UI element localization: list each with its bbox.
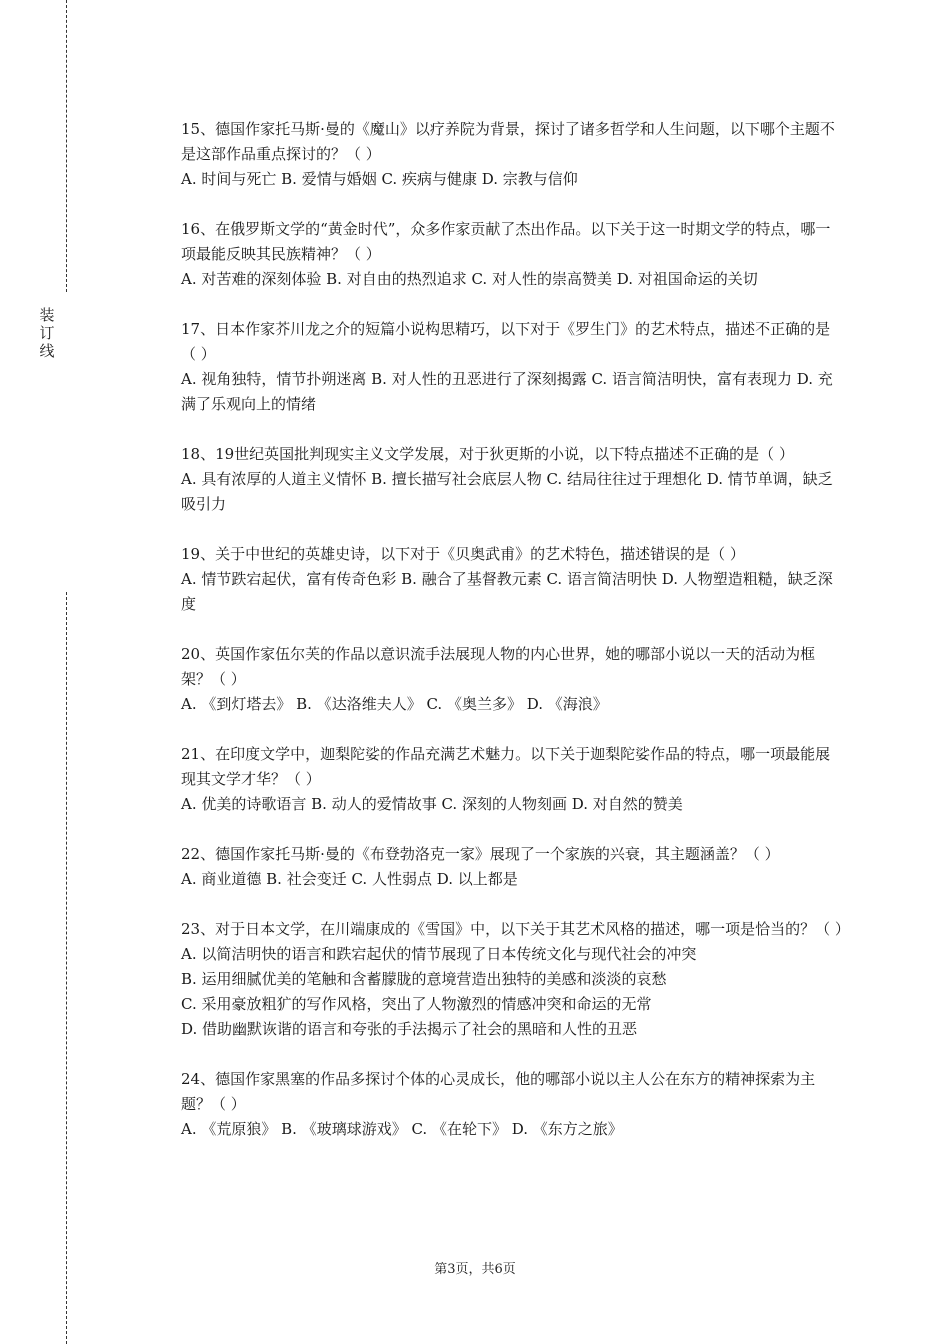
page-footer: 第3页，共6页 (434, 1262, 516, 1277)
question-text: 15、德国作家托马斯·曼的《魔山》以疗养院为背景，探讨了诸多哲学和人生问题，以下哪个主题不是这部作品重点探讨的？（ ） (181, 120, 835, 163)
binding-line-bottom (66, 592, 67, 1344)
question-item (181, 117, 843, 192)
question-item (181, 542, 843, 617)
question-options: A. 对苦难的深刻体验 B. 对自由的热烈追求 C. 对人性的崇高赞美 D. 对祖国命运的关切 (181, 270, 758, 288)
question-text: 16、在俄罗斯文学的“黄金时代”，众多作家贡献了杰出作品。以下关于这一时期文学的特点，哪一项最能反映其民族精神？（ ） (181, 220, 831, 263)
question-item (181, 442, 843, 517)
question-text: 19、关于中世纪的英雄史诗，以下对于《贝奥武甫》的艺术特色，描述错误的是（ ） (181, 545, 745, 563)
question-options: A. 商业道德 B. 社会变迁 C. 人性弱点 D. 以上都是 (181, 870, 518, 888)
question-text: 22、德国作家托马斯·曼的《布登勃洛克一家》展现了一个家族的兴衰，其主题涵盖？（ ） (181, 845, 780, 863)
question-text: 17、日本作家芥川龙之介的短篇小说构思精巧，以下对于《罗生门》的艺术特点，描述不正确的是（ ） (181, 320, 831, 363)
question-options: B. 运用细腻优美的笔触和含蓄朦胧的意境营造出独特的美感和淡淡的哀愁 (181, 970, 667, 988)
question-item (181, 842, 843, 892)
binding-line-top (66, 0, 67, 292)
binding-label (37, 306, 57, 360)
question-options: A. 情节跌宕起伏，富有传奇色彩 B. 融合了基督教元素 C. 语言简洁明快 D. 人物塑造粗糙，缺乏深度 (181, 570, 833, 613)
question-text: 23、对于日本文学，在川端康成的《雪国》中，以下关于其艺术风格的描述，哪一项是恰当的？（ ） (181, 920, 850, 938)
question-item (181, 917, 850, 1042)
question-item (181, 642, 843, 717)
question-options: A. 以简洁明快的语言和跌宕起伏的情节展现了日本传统文化与现代社会的冲突 (181, 945, 697, 963)
binding-label-char: 线 (39, 342, 55, 360)
question-options: D. 借助幽默诙谐的语言和夸张的手法揭示了社会的黑暗和人性的丑恶 (181, 1020, 638, 1038)
question-options: A. 视角独特，情节扑朔迷离 B. 对人性的丑恶进行了深刻揭露 C. 语言简洁明快，富有表现力 D. 充满了乐观向上的情绪 (181, 370, 833, 413)
question-item (181, 317, 843, 417)
question-options: A. 《荒原狼》 B. 《玻璃球游戏》 C. 《在轮下》 D. 《东方之旅》 (181, 1120, 623, 1138)
binding-label-char: 订 (39, 324, 55, 342)
question-text: 21、在印度文学中，迦梨陀娑的作品充满艺术魅力。以下关于迦梨陀娑作品的特点，哪一项最能展现其文学才华？（ ） (181, 745, 831, 788)
question-text: 18、19世纪英国批判现实主义文学发展，对于狄更斯的小说，以下特点描述不正确的是（ ） (181, 445, 794, 463)
question-options: A. 时间与死亡 B. 爱情与婚姻 C. 疾病与健康 D. 宗教与信仰 (181, 170, 578, 188)
question-options: C. 采用豪放粗犷的写作风格，突出了人物激烈的情感冲突和命运的无常 (181, 995, 652, 1013)
question-item (181, 742, 843, 817)
question-item (181, 217, 843, 292)
question-text: 20、英国作家伍尔芙的作品以意识流手法展现人物的内心世界，她的哪部小说以一天的活动为框架？（ ） (181, 645, 816, 688)
question-list (181, 117, 850, 1167)
question-options: A. 优美的诗歌语言 B. 动人的爱情故事 C. 深刻的人物刻画 D. 对自然的赞美 (181, 795, 683, 813)
question-item (181, 1067, 843, 1142)
question-text: 24、德国作家黑塞的作品多探讨个体的心灵成长，他的哪部小说以主人公在东方的精神探索为主题？（ ） (181, 1070, 816, 1113)
binding-label-char: 装 (39, 306, 55, 324)
question-options: A. 《到灯塔去》 B. 《达洛维夫人》 C. 《奥兰多》 D. 《海浪》 (181, 695, 608, 713)
question-options: A. 具有浓厚的人道主义情怀 B. 擅长描写社会底层人物 C. 结局往往过于理想化 D. 情节单调，缺乏吸引力 (181, 470, 833, 513)
